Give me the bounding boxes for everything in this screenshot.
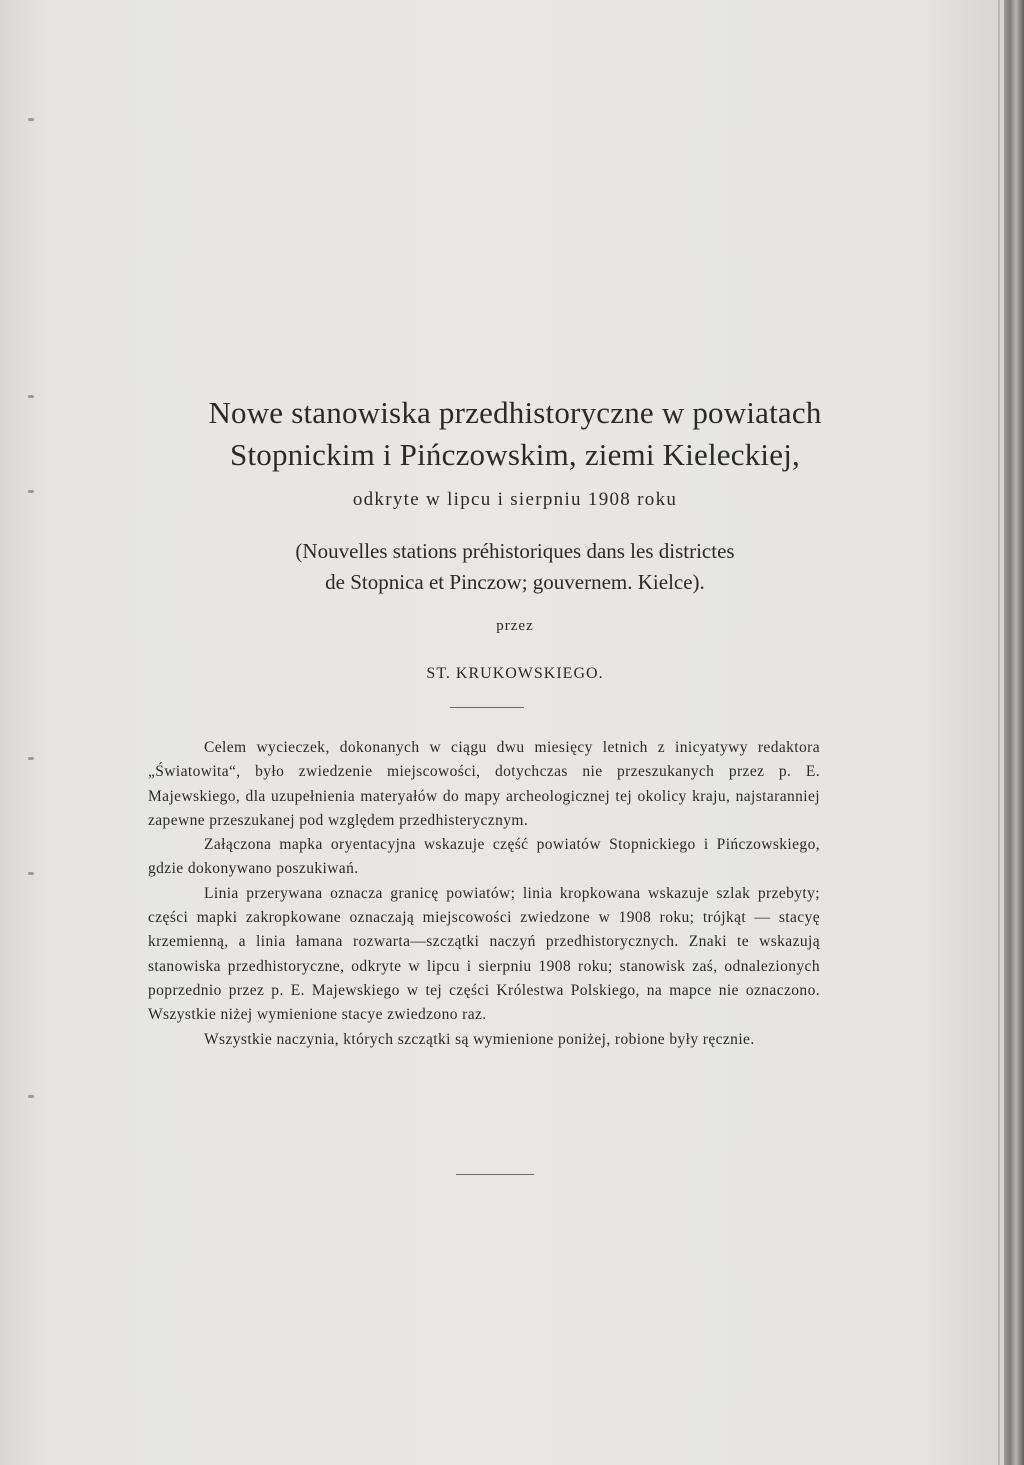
margin-mark: [28, 395, 34, 398]
french-title-line-1: (Nouvelles stations préhistoriques dans les districtes: [295, 539, 735, 563]
article-subtitle: odkryte w lipcu i sierpniu 1908 roku: [352, 489, 678, 510]
margin-mark: [28, 490, 34, 493]
book-spine: [1004, 0, 1024, 1465]
french-title-line-2: de Stopnica et Pinczow; gouvernem. Kielce).: [325, 570, 705, 594]
paragraph: Wszystkie naczynia, których szczątki są wymienione poniżej, robione były ręcznie.: [204, 1030, 755, 1048]
paragraph: Linia przerywana oznacza granicę powiatów; linia kropkowana wskazuje szlak przebyty; części mapki zakropkowane oznaczają miejscowości zwiedzone w 1908 roku; trójkąt — stacyę krzemienną, a linia łamana rozwarta—szczątki naczyń przedhistorycznych. Znaki te wskazują stanowiska przedhistoryczne, odkryte w lipcu i sierpniu 1908 roku; stanowisk zaś, odnalezionych poprzednio przez p. E. Majewskiego w tej części Królestwa Polskiego, na mapce nie oznaczono. Wszystkie niżej wymienione stacye zwiedzono raz.: [148, 884, 820, 1024]
margin-mark: [28, 757, 34, 760]
margin-mark: [28, 118, 34, 121]
french-title: [120, 536, 910, 598]
margin-mark: [28, 1095, 34, 1098]
article-body: [148, 736, 820, 1052]
paragraph: Celem wycieczek, dokonanych w ciągu dwu miesięcy letnich z inicyatywy redaktora „Światowita“, było zwiedzenie miejscowości, dotychczas nie przeszukanych przez p. E. Majewskiego, dla uzupełnienia materyałów do mapy archeologicznej tej okolicy kraju, najstaranniej zapewne przeszukanej pod względem przedhisterycznym.: [148, 739, 820, 829]
title-line-1: Nowe stanowiska przedhistoryczne w powiatach: [208, 395, 822, 430]
margin-mark: [28, 872, 34, 875]
article-title: [120, 392, 910, 476]
byline-label: przez: [496, 618, 534, 634]
section-divider: [450, 707, 524, 708]
paragraph: Załączona mapka oryentacyjna wskazuje część powiatów Stopnickiego i Pińczowskiego, gdzie dokonywano poszukiwań.: [148, 836, 820, 878]
page-edge-line: [998, 0, 1000, 1465]
title-line-2: Stopnickim i Pińczowskim, ziemi Kieleckiej,: [230, 437, 800, 472]
end-divider: [456, 1174, 534, 1175]
author-name: ST. KRUKOWSKIEGO.: [426, 665, 604, 682]
